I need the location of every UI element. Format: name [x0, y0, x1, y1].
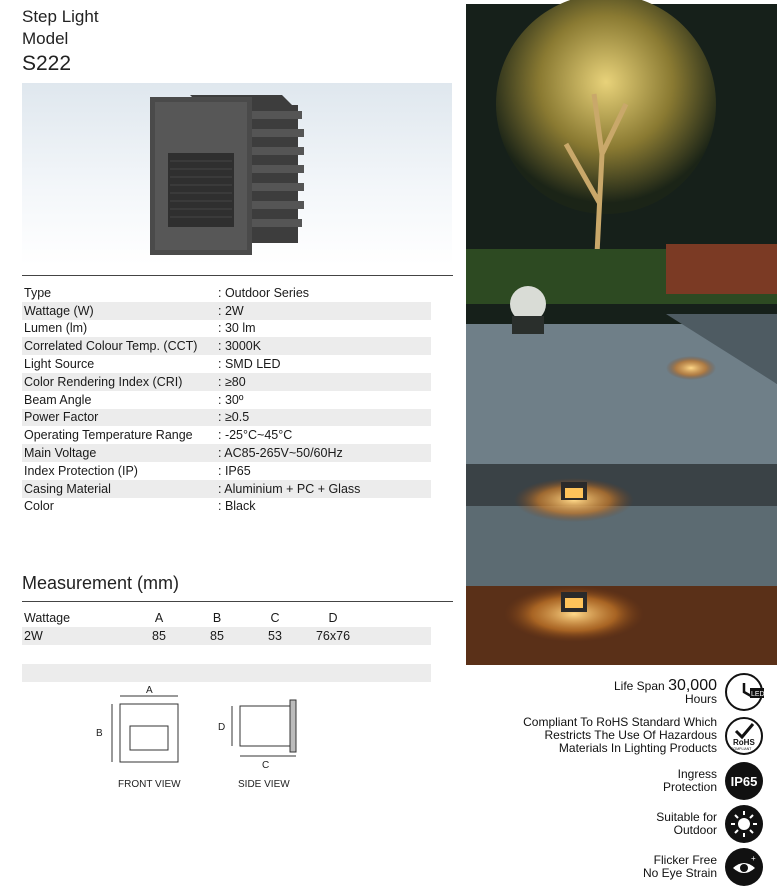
table-row [22, 627, 431, 645]
col-header-c: C [270, 611, 280, 625]
measurement-table [22, 609, 431, 645]
flicker-line-1: Flicker Free [653, 853, 717, 867]
svg-text:+: + [751, 854, 756, 863]
measurement-title: Measurement (mm) [22, 573, 180, 593]
spec-value: : 2W [216, 302, 431, 320]
col-header-b: B [212, 611, 222, 625]
cell-d: 76x76 [304, 627, 362, 645]
cell-b: 85 [188, 627, 246, 645]
feature-rohs [523, 716, 763, 755]
lifespan-prefix: Life Span [614, 678, 665, 693]
feature-ip [663, 762, 763, 800]
measurement-blank-row [22, 664, 431, 682]
spec-label: Power Factor [22, 409, 216, 427]
spec-value: : AC85-265V~50/60Hz [216, 444, 431, 462]
spec-value: : SMD LED [218, 357, 281, 372]
lifespan-value: 30,000 [668, 676, 717, 694]
table-row [22, 302, 431, 320]
spec-label: Index Protection (IP) [24, 463, 138, 478]
spec-value: : 30 lm [218, 321, 256, 336]
feature-flicker [643, 848, 763, 886]
table-row [22, 462, 431, 480]
table-row [22, 426, 431, 444]
dim-label-d: D [218, 722, 226, 733]
table-row [22, 337, 431, 355]
clock-icon [725, 673, 763, 711]
spec-label: Color Rendering Index (CRI) [22, 373, 216, 391]
col-header-wattage: Wattage [24, 611, 71, 625]
ip65-icon [725, 762, 763, 800]
spec-label: Color [24, 499, 54, 514]
dimension-drawing [90, 684, 330, 794]
cell-wattage: 2W [22, 627, 130, 645]
table-header-row [22, 609, 431, 627]
dim-label-c: C [262, 760, 270, 771]
col-header-d: D [328, 611, 338, 625]
rohs-line-2: Restricts The Use Of Hazardous [544, 728, 717, 742]
sun-icon [725, 805, 763, 843]
eye-icon [725, 848, 763, 886]
installation-photo [466, 4, 777, 665]
flicker-line-2: No Eye Strain [642, 866, 717, 880]
feature-outdoor [656, 805, 763, 843]
table-row [22, 480, 431, 498]
table-row [22, 355, 431, 373]
spec-label: Correlated Colour Temp. (CCT) [22, 337, 216, 355]
spec-label: Type [24, 285, 52, 300]
table-row [22, 320, 431, 338]
product-photo [22, 83, 452, 265]
spec-value: : -25°C~45°C [218, 428, 293, 443]
table-row [22, 373, 431, 391]
lifespan-unit: Hours [684, 691, 717, 706]
spec-table [22, 284, 431, 515]
table-row [22, 284, 431, 302]
spec-label: Casing Material [22, 480, 216, 498]
rohs-line-3: Materials In Lighting Products [558, 741, 717, 755]
spec-value: : ≥80 [216, 373, 431, 391]
rohs-icon-subtext: COMPLIANT [731, 746, 752, 751]
spec-divider [22, 275, 453, 276]
table-row [22, 391, 431, 409]
spec-value: : Black [218, 499, 256, 514]
product-category: Step Light [22, 7, 99, 26]
spec-label: Light Source [24, 357, 95, 372]
table-row [22, 444, 431, 462]
spec-label: Operating Temperature Range [24, 428, 193, 443]
spec-value: : Aluminium + PC + Glass [216, 480, 431, 498]
outdoor-line-2: Outdoor [673, 823, 717, 837]
rohs-icon [725, 717, 763, 755]
spec-value: : 30º [218, 392, 244, 407]
spec-label: Wattage (W) [22, 302, 216, 320]
spec-value: : IP65 [218, 463, 251, 478]
spec-value: : ≥0.5 [216, 409, 431, 427]
spec-label: Beam Angle [24, 392, 92, 407]
dim-label-a: A [146, 685, 153, 696]
table-row [22, 409, 431, 427]
cell-c: 53 [246, 627, 304, 645]
front-view-label: FRONT VIEW [118, 779, 181, 790]
rohs-icon-text: RoHS [733, 737, 755, 747]
ip65-icon-text: IP65 [730, 773, 758, 789]
table-row [22, 498, 431, 516]
feature-lifespan [614, 673, 763, 711]
side-view-label: SIDE VIEW [238, 779, 290, 790]
ip-line-1: Ingress [677, 767, 717, 781]
led-icon-text: LED [751, 691, 765, 698]
measurement-divider [22, 601, 453, 602]
outdoor-line-1: Suitable for [656, 810, 717, 824]
cell-a: 85 [130, 627, 188, 645]
spec-label: Main Voltage [22, 444, 216, 462]
spec-value: : 3000K [216, 337, 431, 355]
col-header-a: A [154, 611, 164, 625]
ip-line-2: Protection [662, 780, 717, 794]
model-code: S222 [22, 52, 72, 75]
spec-label: Lumen (lm) [24, 321, 88, 336]
spec-value: : Outdoor Series [218, 285, 310, 300]
product-header [22, 6, 99, 75]
rohs-line-1: Compliant To RoHS Standard Which [523, 715, 717, 729]
model-label: Model [22, 29, 69, 48]
dim-label-b: B [96, 728, 103, 739]
